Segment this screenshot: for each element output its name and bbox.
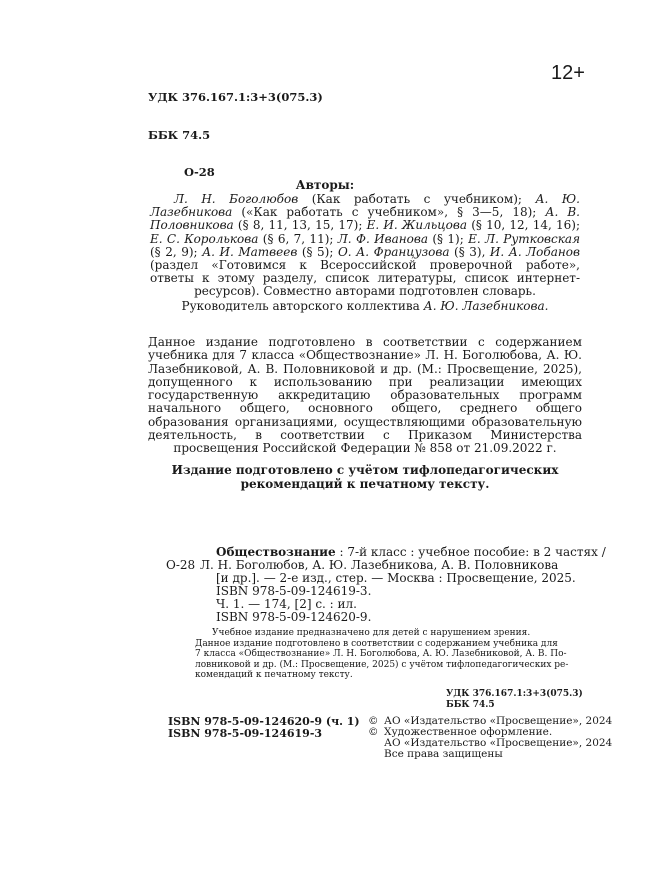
author-name: Л. Н. Боголюбов — [174, 192, 299, 206]
bbk-code: ББК 74.5 — [148, 127, 211, 142]
age-rating: 12+ — [551, 62, 585, 84]
classification-codes — [148, 66, 323, 191]
author-contribution: (Как работать с учебником); — [298, 192, 536, 206]
footer-udk: УДК 376.167.1:3+3(075.3) — [446, 689, 583, 699]
author-contribution: (§ 3), — [449, 244, 490, 259]
isbn-block — [168, 716, 360, 739]
author-contribution: (§ 1); — [428, 231, 469, 246]
udk-code: УДК 376.167.1:3+3(075.3) — [148, 90, 323, 104]
copyright-icon: © — [368, 715, 379, 727]
author-name: О. А. Французова — [337, 244, 450, 259]
author-name: Е. И. Жильцова — [366, 218, 467, 233]
authors-list — [150, 193, 580, 299]
tiflo-line-2: рекомендаций к печатному тексту. — [240, 476, 490, 491]
author-contribution: (§ 10, 12, 14, 16); — [467, 218, 581, 233]
author-name: Е. С. Королькова — [150, 231, 259, 246]
author-contribution: (§ 5); — [297, 244, 338, 259]
isbn-set: ISBN 978-5-09-124619-3 — [168, 726, 323, 740]
footer-bbk: ББК 74.5 — [446, 699, 495, 710]
isbn-part-1: ISBN 978-5-09-124620-9 (ч. 1) — [168, 715, 360, 728]
author-name: Л. Ф. Иванова — [337, 231, 428, 246]
author-mark: О-28 — [184, 165, 215, 179]
team-leader-label: Руководитель авторского коллектива — [181, 299, 424, 313]
author-contribution: (§ 6, 7, 11); — [258, 231, 338, 246]
author-name: А. Ю. Лазебникова — [150, 192, 580, 220]
author-name: А. В. Половникова — [150, 205, 580, 233]
biblio-line-1: Обществознание : 7-й класс : учебное пособие: в 2 частях / — [216, 545, 606, 559]
tiflo-line-1: Издание подготовлено с учётом тифлопедагогических — [171, 463, 559, 477]
author-name: И. А. Лобанов — [489, 244, 580, 259]
author-contribution: (§ 2, 9); — [150, 244, 203, 259]
team-leader — [150, 299, 580, 313]
biblio-line-6: ISBN 978-5-09-124620-9. — [216, 610, 372, 624]
author-contribution: («Как работать с учебником», § 3—5, 18); — [232, 205, 546, 220]
author-contribution: (§ 8, 11, 13, 15, 17); — [233, 218, 367, 233]
authors-heading: Авторы: — [295, 178, 355, 192]
biblio-line-3: [и др.]. — 2-е изд., стер. — Москва : Просвещение, 2025. — [216, 571, 576, 585]
author-contribution: (раздел «Готовимся к Всероссийской проверочной работе», ответы к этому разделу, список литературы, список интернет-ресурсов). Совместно авторами подготовлен словарь. — [150, 258, 580, 299]
author-name: А. И. Матвеев — [202, 244, 298, 259]
copyright-block: © АО «Издательство «Просвещение», 2024 © Художественное оформление. АО «Издательство «Просвещение», 2024 Все права защищены — [368, 715, 613, 760]
biblio-line-5: Ч. 1. — 174, [2] с. : ил. — [216, 597, 357, 611]
edition-notice: Данное издание подготовлено в соответствии с содержанием учебника для 7 класса «Обществознание» Л. Н. Боголюбова, А. Ю. Лазебниковой, А. В. Половниковой и др. (М.: Просвещение, 2025), допущенного к использованию при реализации имеющих государственную аккредитацию образовательных программ начального общего, основного общего, среднего общего образования организациями, осуществляющими образовательную деятельность, в соответствии с Приказом Министерства просвещения Российской Федерации № 858 от 21.09.2022 г. — [148, 335, 582, 456]
tiflo-notice — [150, 464, 580, 491]
copyright-icon: © — [368, 726, 379, 738]
biblio-line-4: ISBN 978-5-09-124619-3. — [216, 584, 372, 598]
team-leader-name: А. Ю. Лазебникова. — [423, 299, 549, 313]
footer-codes — [446, 689, 583, 710]
rights-reserved: Все права защищены — [384, 748, 503, 760]
author-name: Е. Л. Рутковская — [468, 231, 581, 246]
biblio-title: Обществознание — [216, 545, 336, 559]
biblio-mark: О-28 — [166, 558, 196, 572]
biblio-line-2: Л. Н. Боголюбов, А. Ю. Лазебникова, А. В. Половникова — [200, 558, 559, 572]
